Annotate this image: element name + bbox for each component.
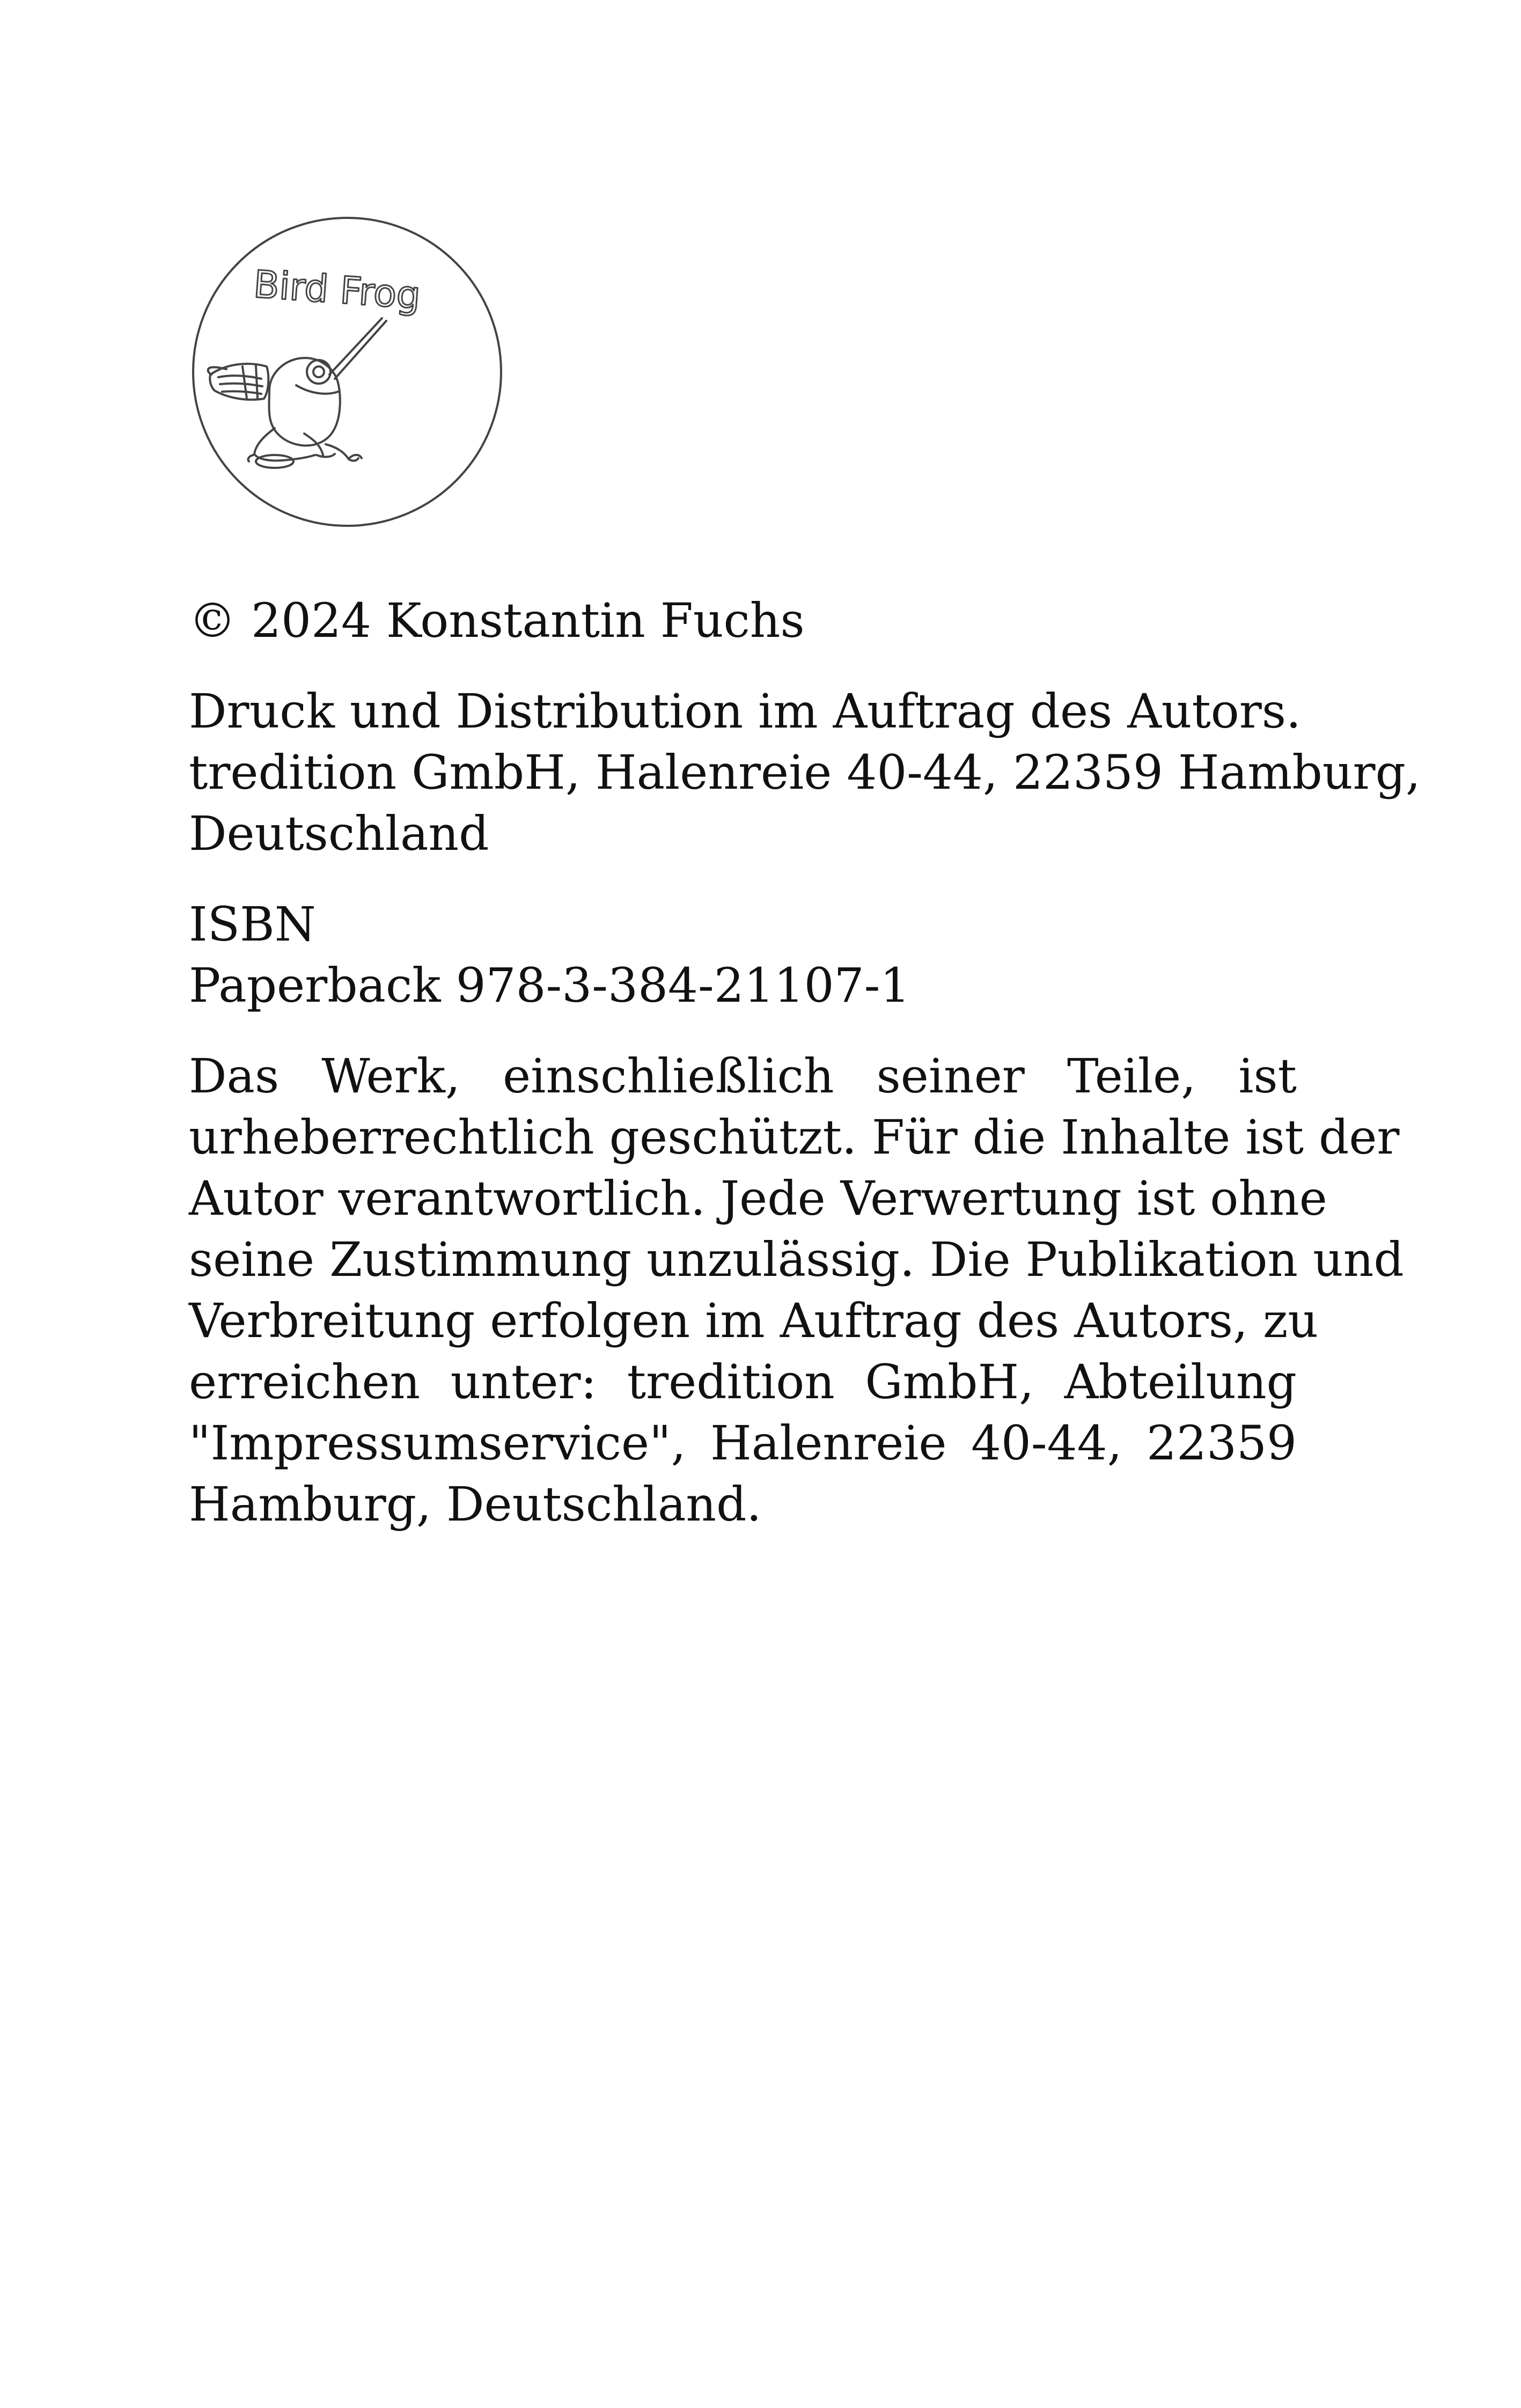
legal-line: seine Zustimmung unzulässig. Die Publikation und [189, 1232, 1404, 1287]
distribution-line-1: Druck und Distribution im Auftrag des Autors. [189, 684, 1301, 739]
bird-frog-logo [189, 214, 505, 530]
legal-line: Verbreitung erfolgen im Auftrag des Autors, zu [189, 1293, 1319, 1348]
isbn-label: ISBN [189, 897, 316, 952]
legal-notice [189, 1046, 1404, 1535]
logo-lettering: Bird Frog [252, 262, 422, 318]
legal-line: Autor verantwortlich. Jede Verwertung ist ohne [189, 1171, 1327, 1226]
distribution-line-2: tredition GmbH, Halenreie 40-44, 22359 Hamburg, [189, 745, 1421, 800]
bird-frog-logo-icon [189, 214, 505, 530]
distribution-line-3: Deutschland [189, 806, 489, 861]
legal-line: "Impressumservice", Halenreie 40-44, 22359 [189, 1415, 1297, 1471]
legal-line: Hamburg, Deutschland. [189, 1477, 762, 1532]
copyright-notice [189, 590, 1297, 651]
isbn-paperback: Paperback 978-3-384-21107-1 [189, 958, 910, 1013]
legal-line: urheberrechtlich geschützt. Für die Inhalte ist der [189, 1110, 1400, 1165]
distribution-info [189, 681, 1421, 864]
copyright-line: © 2024 Konstantin Fuchs [189, 593, 805, 648]
isbn-info [189, 894, 1297, 1016]
imprint-text [189, 590, 1421, 1565]
legal-line: erreichen unter: tredition GmbH, Abteilung [189, 1354, 1297, 1409]
legal-line: Das Werk, einschließlich seiner Teile, ist [189, 1048, 1297, 1104]
